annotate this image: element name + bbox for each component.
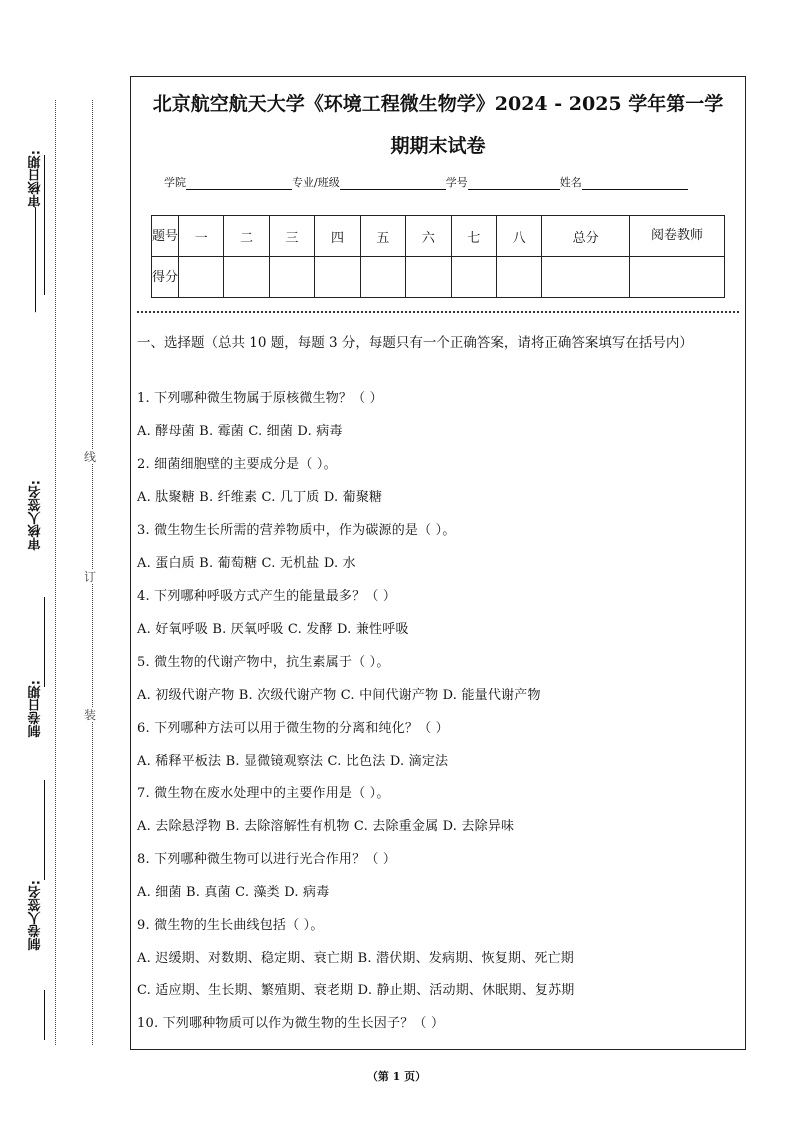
score-cell[interactable] [360,257,405,298]
col-header: 五 [360,216,405,257]
score-cell[interactable] [315,257,360,298]
binding-char-zhuang: 装 [84,708,97,722]
maker-date-underline [44,780,45,880]
question-3: 3. 微生物生长所需的营养物质中，作为碳源的是（ ）。 [137,523,456,538]
question-7-options: A. 去除悬浮物 B. 去除溶解性有机物 C. 去除重金属 D. 去除异味 [137,819,515,834]
col-header-total: 总分 [542,216,630,257]
student-info-row [164,174,688,190]
question-1: 1. 下列哪种微生物属于原核微生物？（ ） [137,391,383,406]
col-header: 七 [451,216,496,257]
score-table-score-row [152,257,725,298]
exam-frame [130,76,746,1050]
maker-date-label: 制卷日期: [28,680,44,738]
binding-dotted-line-outer [55,100,56,1045]
question-4: 4. 下列哪种呼吸方式产生的能量最多？（ ） [137,589,397,604]
reviewer-date-label: 审核日期: [28,150,44,208]
question-9: 9. 微生物的生长曲线包括（ ）。 [137,918,324,933]
score-cell[interactable] [406,257,451,298]
score-cell[interactable] [224,257,269,298]
score-cell[interactable] [496,257,541,298]
reviewer-sign-field[interactable] [22,480,50,554]
question-2-options: A. 肽聚糖 B. 纤维素 C. 几丁质 D. 葡聚糖 [137,490,383,505]
score-cell[interactable] [269,257,314,298]
name-label: 姓名 [559,176,582,189]
score-cell[interactable] [451,257,496,298]
question-1-options: A. 酵母菌 B. 霉菌 C. 细菌 D. 病毒 [137,424,343,439]
score-cell-total[interactable] [542,257,630,298]
question-6: 6. 下列哪种方法可以用于微生物的分离和纯化？（ ） [137,721,449,736]
question-5-options: A. 初级代谢产物 B. 次级代谢产物 C. 中间代谢产物 D. 能量代谢产物 [137,688,541,703]
reviewer-sign-underline [44,597,45,687]
question-8: 8. 下列哪种微生物可以进行光合作用？（ ） [137,852,397,867]
maker-sign-underline [44,990,45,1040]
col-header: 八 [496,216,541,257]
name-blank[interactable] [582,177,688,190]
question-number-header: 题号 [152,216,179,257]
score-table-header-row [152,216,725,257]
col-header-grader: 阅卷教师 [630,216,725,257]
question-9-options-ab: A. 迟缓期、对数期、稳定期、衰亡期 B. 潜伏期、发病期、恢复期、死亡期 [137,951,575,966]
reviewer-sign-label: 审核人签名: [28,480,44,551]
score-table [151,215,725,298]
section1-heading: 一、选择题（总共 10 题，每题 3 分，每题只有一个正确答案，请将正确答案填写在括号内） [137,335,693,351]
maker-date-field[interactable] [22,680,50,741]
question-2: 2. 细菌细胞壁的主要成分是（ ）。 [137,457,337,472]
exam-title-line2: 期期末试卷 [390,135,486,157]
student-id-label: 学号 [445,176,468,189]
col-header: 二 [224,216,269,257]
question-3-options: A. 蛋白质 B. 葡萄糖 C. 无机盐 D. 水 [137,556,356,571]
question-9-options-cd: C. 适应期、生长期、繁殖期、衰老期 D. 静止期、活动期、休眠期、复苏期 [137,983,575,998]
college-blank[interactable] [186,177,292,190]
binding-char-line: 线 [84,450,97,464]
score-cell-grader[interactable] [630,257,725,298]
maker-sign-field[interactable] [22,880,50,954]
question-5: 5. 微生物的代谢产物中，抗生素属于（ ）。 [137,655,390,670]
col-header: 六 [406,216,451,257]
binding-char-ding: 订 [84,570,97,584]
maker-sign-label: 制卷人签名: [28,880,44,951]
college-label: 学院 [164,176,186,189]
question-4-options: A. 好氧呼吸 B. 厌氧呼吸 C. 发酵 D. 兼性呼吸 [137,622,409,637]
page-footer: （第 1 页） [366,1070,427,1083]
section-separator [137,311,739,313]
question-7: 7. 微生物在废水处理中的主要作用是（ ）。 [137,786,390,801]
col-header: 四 [315,216,360,257]
reviewer-date-field[interactable] [22,150,50,316]
col-header: 一 [179,216,224,257]
score-row-header: 得分 [152,257,179,298]
major-label: 专业/班级 [292,176,340,189]
major-blank[interactable] [340,177,446,190]
question-8-options: A. 细菌 B. 真菌 C. 藻类 D. 病毒 [137,885,330,900]
question-10: 10. 下列哪种物质可以作为微生物的生长因子？（ ） [137,1016,445,1031]
question-6-options: A. 稀释平板法 B. 显微镜观察法 C. 比色法 D. 滴定法 [137,754,449,769]
score-cell[interactable] [179,257,224,298]
reviewer-date-underline [44,155,45,295]
exam-title-line1: 北京航空航天大学《环境工程微生物学》2024 - 2025 学年第一学 [152,93,724,115]
reviewer-date-blank[interactable] [36,207,37,312]
col-header: 三 [269,216,314,257]
student-id-blank[interactable] [468,177,560,190]
